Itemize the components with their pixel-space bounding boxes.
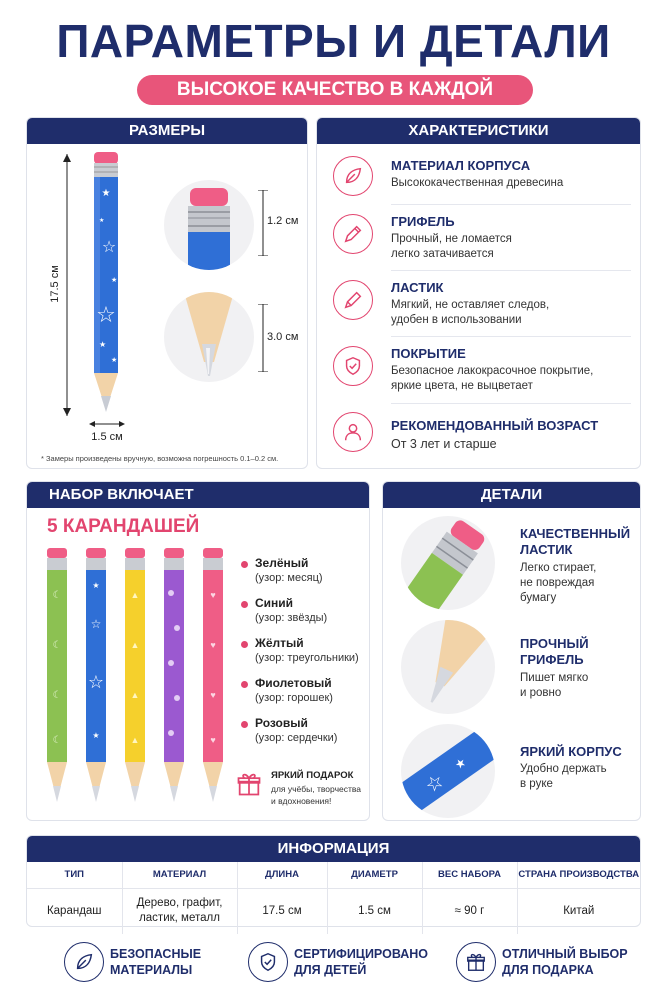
svg-text:★: ★ bbox=[92, 581, 100, 590]
detail-title: ГРИФЕЛЬ bbox=[520, 652, 584, 667]
svg-text:★: ★ bbox=[111, 277, 118, 284]
color-pattern: (узор: треугольники) bbox=[255, 652, 359, 664]
table-cell-country: Китай bbox=[563, 905, 595, 918]
char-title: МАТЕРИАЛ КОРПУСА bbox=[391, 158, 531, 173]
svg-text:▲: ▲ bbox=[130, 735, 140, 745]
table-cell-weight: ≈ 90 г bbox=[422, 888, 517, 934]
footer-item-certified bbox=[248, 942, 448, 986]
set-panel bbox=[26, 481, 370, 821]
page-subtitle-badge: ВЫСОКОЕ КАЧЕСТВО В КАЖДОЙ bbox=[137, 75, 533, 105]
color-pattern: (узор: сердечки) bbox=[255, 732, 338, 744]
svg-text:♥: ♥ bbox=[210, 735, 216, 745]
detail-text-line: и ровно bbox=[520, 687, 562, 699]
list-item bbox=[241, 596, 371, 636]
table-header-cell: МАТЕРИАЛ bbox=[122, 862, 237, 888]
info-table bbox=[27, 862, 640, 934]
bullet-dot bbox=[241, 561, 248, 568]
footer-text-line: ДЛЯ ДЕТЕЙ bbox=[294, 963, 367, 977]
material-line: ластик, металл bbox=[139, 912, 220, 925]
detail-text-line: Удобно держать bbox=[520, 763, 607, 775]
tip-size-label: 3.0 см bbox=[267, 331, 299, 343]
sizes-panel bbox=[26, 117, 308, 469]
color-list bbox=[241, 556, 371, 756]
divider bbox=[391, 403, 631, 404]
char-item-coating bbox=[333, 342, 633, 400]
leaf-icon bbox=[64, 942, 104, 982]
lead-detail-photo bbox=[401, 620, 495, 714]
eraser-detail-photo bbox=[401, 516, 495, 610]
char-text-line: удобен в использовании bbox=[391, 314, 522, 326]
char-title: ГРИФЕЛЬ bbox=[391, 214, 455, 229]
char-text-line: Мягкий, не оставляет следов, bbox=[391, 299, 550, 311]
body-detail-photo bbox=[401, 724, 495, 818]
table-header-cell: ДЛИНА bbox=[237, 862, 327, 888]
page-title: ПАРАМЕТРЫ И ДЕТАЛИ bbox=[56, 15, 611, 67]
char-text-line: легко затачивается bbox=[391, 248, 494, 260]
table-cell-length: 17.5 см bbox=[237, 888, 327, 934]
detail-title: ЛАСТИК bbox=[520, 542, 573, 557]
char-text-line: От 3 лет и старше bbox=[391, 437, 497, 451]
svg-text:☾: ☾ bbox=[52, 590, 62, 601]
svg-text:▲: ▲ bbox=[130, 590, 140, 600]
divider bbox=[391, 336, 631, 337]
char-item-eraser bbox=[333, 276, 633, 334]
svg-text:★: ★ bbox=[99, 340, 107, 349]
details-heading: ДЕТАЛИ bbox=[383, 482, 640, 508]
table-header-cell: ТИП bbox=[27, 862, 122, 888]
svg-text:☆: ☆ bbox=[421, 769, 449, 798]
eraser-closeup-photo bbox=[164, 180, 254, 270]
char-item-age bbox=[333, 410, 633, 460]
char-text-line: Безопасное лакокрасочное покрытие, bbox=[391, 365, 594, 377]
list-item bbox=[241, 636, 371, 676]
divider bbox=[391, 204, 631, 205]
detail-text-line: бумагу bbox=[520, 592, 557, 604]
svg-text:★: ★ bbox=[101, 188, 111, 199]
gift-icon bbox=[235, 770, 263, 798]
detail-title: ЯРКИЙ КОРПУС bbox=[520, 744, 622, 759]
bullet-dot bbox=[241, 681, 248, 688]
shield-check-icon bbox=[248, 942, 288, 982]
pencil-yellow bbox=[123, 548, 149, 810]
pencil-icon bbox=[333, 214, 373, 254]
detail-title: КАЧЕСТВЕННЫЙ bbox=[520, 526, 631, 541]
svg-text:▲: ▲ bbox=[130, 640, 140, 650]
svg-text:▲: ▲ bbox=[130, 690, 140, 700]
bullet-dot bbox=[241, 641, 248, 648]
color-name: Зелёный bbox=[255, 556, 309, 570]
svg-text:★: ★ bbox=[111, 357, 118, 364]
info-heading: ИНФОРМАЦИЯ bbox=[27, 836, 640, 862]
material-line: Дерево, графит, bbox=[136, 897, 223, 910]
table-cell-diameter: 1.5 см bbox=[327, 888, 422, 934]
set-count-title: 5 КАРАНДАШЕЙ bbox=[47, 516, 200, 537]
bullet-dot bbox=[241, 601, 248, 608]
detail-text-line: Пишет мягко bbox=[520, 672, 589, 684]
info-panel bbox=[26, 835, 641, 927]
svg-text:♥: ♥ bbox=[210, 690, 216, 700]
color-pattern: (узор: месяц) bbox=[255, 572, 323, 584]
bullet-dot bbox=[241, 721, 248, 728]
svg-text:♥: ♥ bbox=[210, 590, 216, 600]
leaf-icon bbox=[333, 156, 373, 196]
char-title: РЕКОМЕНДОВАННЫЙ ВОЗРАСТ bbox=[391, 418, 599, 433]
table-header-cell: ДИАМЕТР bbox=[327, 862, 422, 888]
svg-text:☆: ☆ bbox=[87, 672, 105, 692]
footer-text-line: СЕРТИФИЦИРОВАНО bbox=[294, 947, 429, 961]
pencil-blue bbox=[84, 548, 110, 810]
measurement-note: * Замеры произведены вручную, возможна погрешность 0.1–0.2 см. bbox=[41, 454, 279, 463]
footer-text-line: ОТЛИЧНЫЙ ВЫБОР bbox=[502, 947, 628, 961]
footer-text-line: БЕЗОПАСНЫЕ bbox=[110, 947, 202, 961]
sizes-heading: РАЗМЕРЫ bbox=[27, 118, 307, 144]
length-label: 17.5 см bbox=[49, 265, 61, 303]
svg-text:★: ★ bbox=[92, 731, 100, 740]
color-pattern: (узор: горошек) bbox=[255, 692, 333, 704]
pencil-pink bbox=[201, 548, 227, 810]
detail-text-line: в руке bbox=[520, 778, 553, 790]
color-pattern: (узор: звёзды) bbox=[255, 612, 328, 624]
table-header-row bbox=[27, 862, 640, 888]
detail-text-line: Легко стирает, bbox=[520, 562, 597, 574]
gift-icon bbox=[456, 942, 496, 982]
footer-text-line: ДЛЯ ПОДАРКА bbox=[502, 963, 594, 977]
svg-text:★: ★ bbox=[99, 218, 105, 224]
eraser-icon bbox=[333, 280, 373, 320]
detail-title: ПРОЧНЫЙ bbox=[520, 636, 589, 651]
char-text-line: Прочный, не ломается bbox=[391, 233, 512, 245]
characteristics-panel bbox=[316, 117, 641, 469]
set-heading: НАБОР ВКЛЮЧАЕТ bbox=[27, 482, 369, 508]
diameter-dimension-line bbox=[89, 419, 125, 429]
color-name: Фиолетовый bbox=[255, 676, 332, 690]
svg-text:♥: ♥ bbox=[210, 640, 216, 650]
color-name: Розовый bbox=[255, 716, 308, 730]
footer-item-safe bbox=[64, 942, 254, 986]
tip-closeup-photo bbox=[164, 292, 254, 382]
char-title: ЛАСТИК bbox=[391, 280, 444, 295]
svg-text:☾: ☾ bbox=[52, 640, 62, 651]
list-item bbox=[241, 676, 371, 716]
pencil-green bbox=[45, 548, 71, 810]
list-item bbox=[241, 716, 371, 756]
gift-text-line: для учёбы, творчества bbox=[271, 784, 362, 794]
svg-text:☾: ☾ bbox=[52, 735, 62, 746]
list-item bbox=[241, 556, 371, 596]
svg-text:★: ★ bbox=[451, 754, 469, 773]
footer-item-gift bbox=[456, 942, 646, 986]
char-item-material bbox=[333, 154, 633, 204]
divider bbox=[391, 270, 631, 271]
char-item-lead bbox=[333, 210, 633, 268]
footer-text-line: МАТЕРИАЛЫ bbox=[110, 963, 193, 977]
svg-text:☆: ☆ bbox=[101, 239, 117, 256]
person-icon bbox=[333, 412, 373, 452]
eraser-size-label: 1.2 см bbox=[267, 215, 299, 227]
gift-text-line: и вдохновения! bbox=[271, 796, 332, 806]
gift-title: ЯРКИЙ ПОДАРОК bbox=[271, 770, 354, 781]
table-cell-type: Карандаш bbox=[27, 888, 122, 934]
detail-text-line: не повреждая bbox=[520, 577, 595, 589]
color-name: Жёлтый bbox=[255, 636, 304, 650]
details-panel bbox=[382, 481, 641, 821]
table-row bbox=[27, 888, 640, 934]
diameter-label: 1.5 см bbox=[91, 431, 123, 443]
table-header-cell: ВЕС НАБОРА bbox=[422, 862, 517, 888]
table-header-cell: СТРАНА ПРОИЗВОДСТВА bbox=[517, 862, 640, 888]
pencil-blue-large bbox=[89, 152, 125, 420]
characteristics-heading: ХАРАКТЕРИСТИКИ bbox=[317, 118, 640, 144]
char-text-line: Высококачественная древесина bbox=[391, 177, 564, 189]
svg-text:☆: ☆ bbox=[96, 302, 116, 327]
char-text-line: яркие цвета, не выцветает bbox=[391, 380, 533, 392]
pencil-purple bbox=[162, 548, 188, 810]
shield-check-icon bbox=[333, 346, 373, 386]
svg-text:☾: ☾ bbox=[52, 690, 62, 701]
color-name: Синий bbox=[255, 596, 294, 610]
svg-text:☆: ☆ bbox=[90, 617, 102, 631]
char-title: ПОКРЫТИЕ bbox=[391, 346, 466, 361]
table-cell-material bbox=[122, 888, 237, 934]
